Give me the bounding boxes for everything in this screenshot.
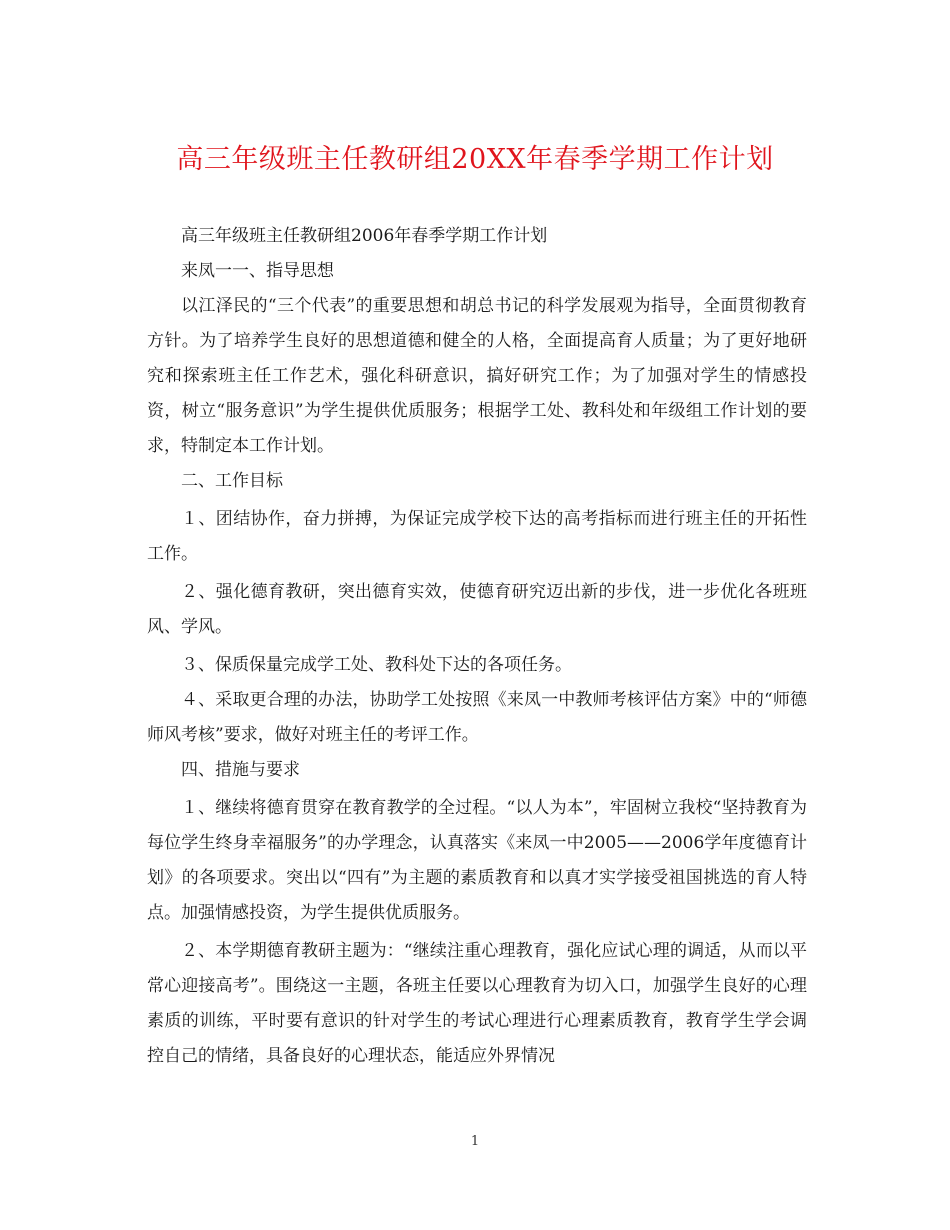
paragraph-guiding-ideology: 以江泽民的“三个代表”的重要思想和胡总书记的科学发展观为指导，全面贯彻教育方针。为了培养学生良好的思想道德和健全的人格，全面提高育人质量；为了更好地研究和探索班主任工作艺术，强化科研意识，搞好研究工作；为了加强对学生的情感投资，树立“服务意识”为学生提供优质服务；根据学工处、教科处和年级组工作计划的要求，特制定本工作计划。 — [147, 296, 807, 456]
heading-guiding-ideology: 来凤一一、指导思想 — [181, 261, 334, 281]
paragraph-goal-2: ２、强化德育教研，突出德育实效，使德育研究迈出新的步伐，进一步优化各班班风、学风。 — [147, 582, 807, 637]
paragraph-subtitle: 高三年级班主任教研组2006年春季学期工作计划 — [181, 226, 548, 246]
paragraph-measure-2: ２、本学期德育教研主题为：“继续注重心理教育，强化应试心理的调适，从而以平常心迎接高考”。围绕这一主题，各班主任要以心理教育为切入口，加强学生良好的心理素质的训练，平时要有意识的针对学生的考试心理进行心理素质教育，教育学生学会调控自己的情绪，具备良好的心理状态，能适应外界情况 — [147, 941, 807, 1066]
paragraph-goal-1: １、团结协作，奋力拼搏，为保证完成学校下达的高考指标而进行班主任的开拓性工作。 — [147, 509, 807, 564]
page-number: 1 — [470, 1134, 480, 1149]
paragraph-measure-1: １、继续将德育贯穿在教育教学的全过程。“以人为本”，牢固树立我校“坚持教育为每位学生终身幸福服务”的办学理念，认真落实《来凤一中2005——2006学年度德育计划》的各项要求。突出以“四有”为主题的素质教育和以真才实学接受祖国挑选的育人特点。加强情感投资，为学生提供优质服务。 — [147, 798, 807, 923]
heading-work-goals: 二、工作目标 — [181, 471, 283, 491]
heading-measures: 四、措施与要求 — [181, 760, 300, 780]
paragraph-goal-3: ３、保质保量完成学工处、教科处下达的各项任务。 — [181, 655, 572, 675]
document-title: 高三年级班主任教研组20XX年春季学期工作计划 — [176, 144, 774, 175]
document-body — [147, 219, 807, 1074]
paragraph-goal-4: ４、采取更合理的办法，协助学工处按照《来凤一中教师考核评估方案》中的“师德师风考核”要求，做好对班主任的考评工作。 — [147, 690, 807, 745]
